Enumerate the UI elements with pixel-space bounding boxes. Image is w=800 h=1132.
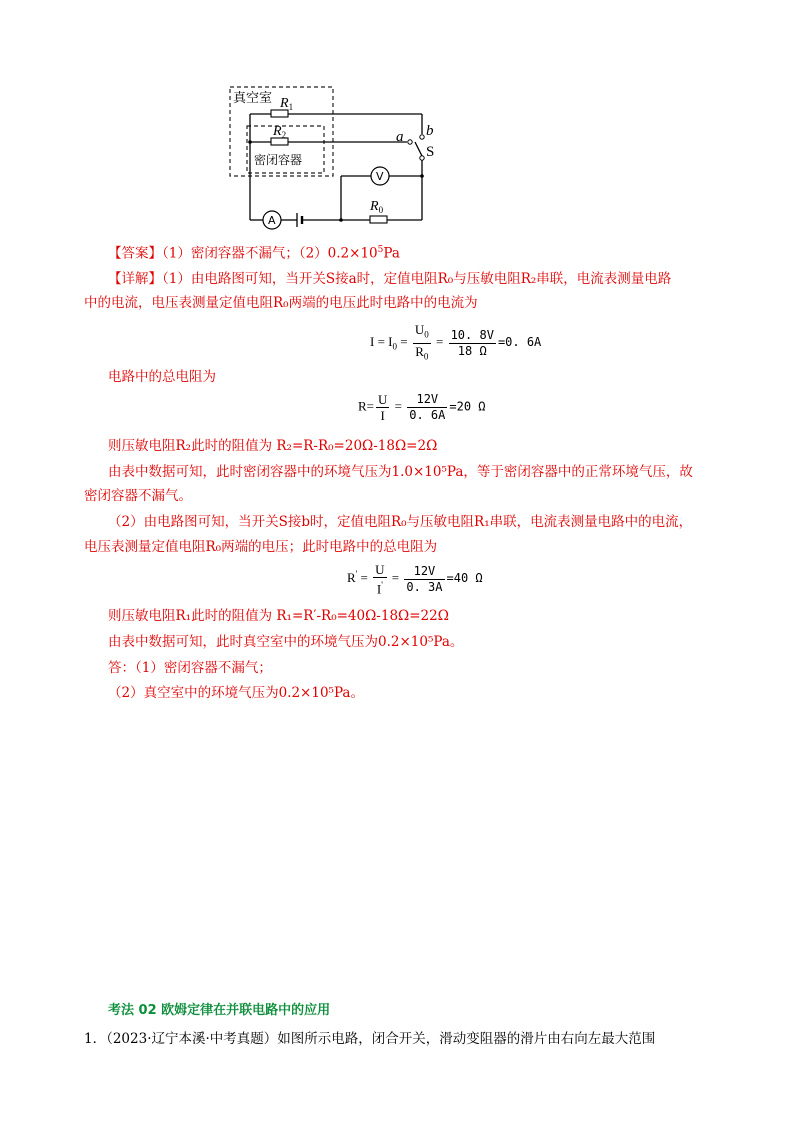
answer-unit: Pa [383, 245, 400, 262]
circuit-diagram [225, 84, 455, 234]
detail-p2: 电路中的总电阻为 [108, 369, 216, 385]
answer-line [108, 241, 400, 263]
answer-summary-line1: 答：（1）密闭容器不漏气； [108, 660, 272, 676]
switch-blade [415, 142, 422, 156]
ammeter-label: A [268, 214, 276, 227]
equation-total-resistance-2: R' = $\frac{U}{I'}$ = $\frac{12V}{0. 3A}$ =40 Ω [347, 562, 483, 597]
detail-p3: 则压敏电阻R₂此时的阻值为 R₂=R-R₀=20Ω-18Ω=2Ω [108, 438, 438, 454]
closed-container-label: 密闭容器 [254, 153, 303, 167]
vacuum-chamber-label: 真空室 [233, 91, 273, 106]
detail-p4-line1: 由表中数据可知，此时密闭容器中的环境气压为1.0×10⁵Pa，等于密闭容器中的正常环境气压，故 [108, 464, 693, 480]
answer-text: （1）密闭容器不漏气；（2）0.2×10 [162, 245, 378, 262]
detail-p7: 由表中数据可知，此时真空室中的环境气压为0.2×10⁵Pa。 [108, 634, 464, 650]
equation-total-resistance: R= $\frac{U}{I}$ = $\frac{12V}{0. 6A}$ =20 Ω [358, 392, 486, 423]
r2-label: $R_2$ [273, 124, 287, 140]
switch-b-label: b [426, 123, 434, 139]
switch-a-label: a [396, 129, 404, 145]
section-heading: 考法 02 欧姆定律在并联电路中的应用 [108, 1003, 331, 1018]
answer-summary-line2: （2）真空室中的环境气压为0.2×10⁵Pa。 [108, 685, 364, 701]
detail-p1-line1: 【详解】（1）由电路图可知，当开关S接a时，定值电阻R₀与压敏电阻R₂串联，电流表测量电路 [108, 271, 672, 287]
r0-resistor [370, 216, 387, 223]
detail-p5-line1: （2）由电路图可知，当开关S接b时，定值电阻R₀与压敏电阻R₁串联，电流表测量电路中的电流， [108, 514, 693, 530]
question-1: 1．（2023·辽宁本溪·中考真题）如图所示电路，闭合开关，滑动变阻器的滑片由右向左最大范围 [84, 1031, 656, 1047]
detail-p1-line2: 中的电流，电压表测量定值电阻R₀两端的电压此时电路中的电流为 [84, 295, 478, 311]
answer-tag: 【答案】 [108, 245, 162, 262]
equation-current: $I = I_0$ = $\frac{U_0}{R_0}$ = $\frac{10. 8V}{18 \Omega}$ =0. 6A [370, 322, 542, 362]
voltmeter-label: V [376, 170, 384, 183]
r1-label: $R_1$ [280, 96, 294, 112]
switch-s-label: S [426, 144, 435, 160]
switch-contact-a [408, 140, 412, 144]
switch-pivot [420, 156, 424, 160]
detail-p4-line2: 密闭容器不漏气。 [84, 488, 192, 504]
answer-exponent: 5 [377, 245, 384, 255]
r0-label: $R_0$ [370, 199, 384, 215]
detail-tag: 【详解】 [108, 271, 162, 287]
r1-resistor [271, 110, 288, 117]
switch-contact-b [420, 135, 424, 139]
detail-p5-line2: 电压表测量定值电阻R₀两端的电压；此时电路中的总电阻为 [84, 539, 438, 555]
detail-p6: 则压敏电阻R₁此时的阻值为 R₁=R′-R₀=40Ω-18Ω=22Ω [108, 608, 449, 624]
